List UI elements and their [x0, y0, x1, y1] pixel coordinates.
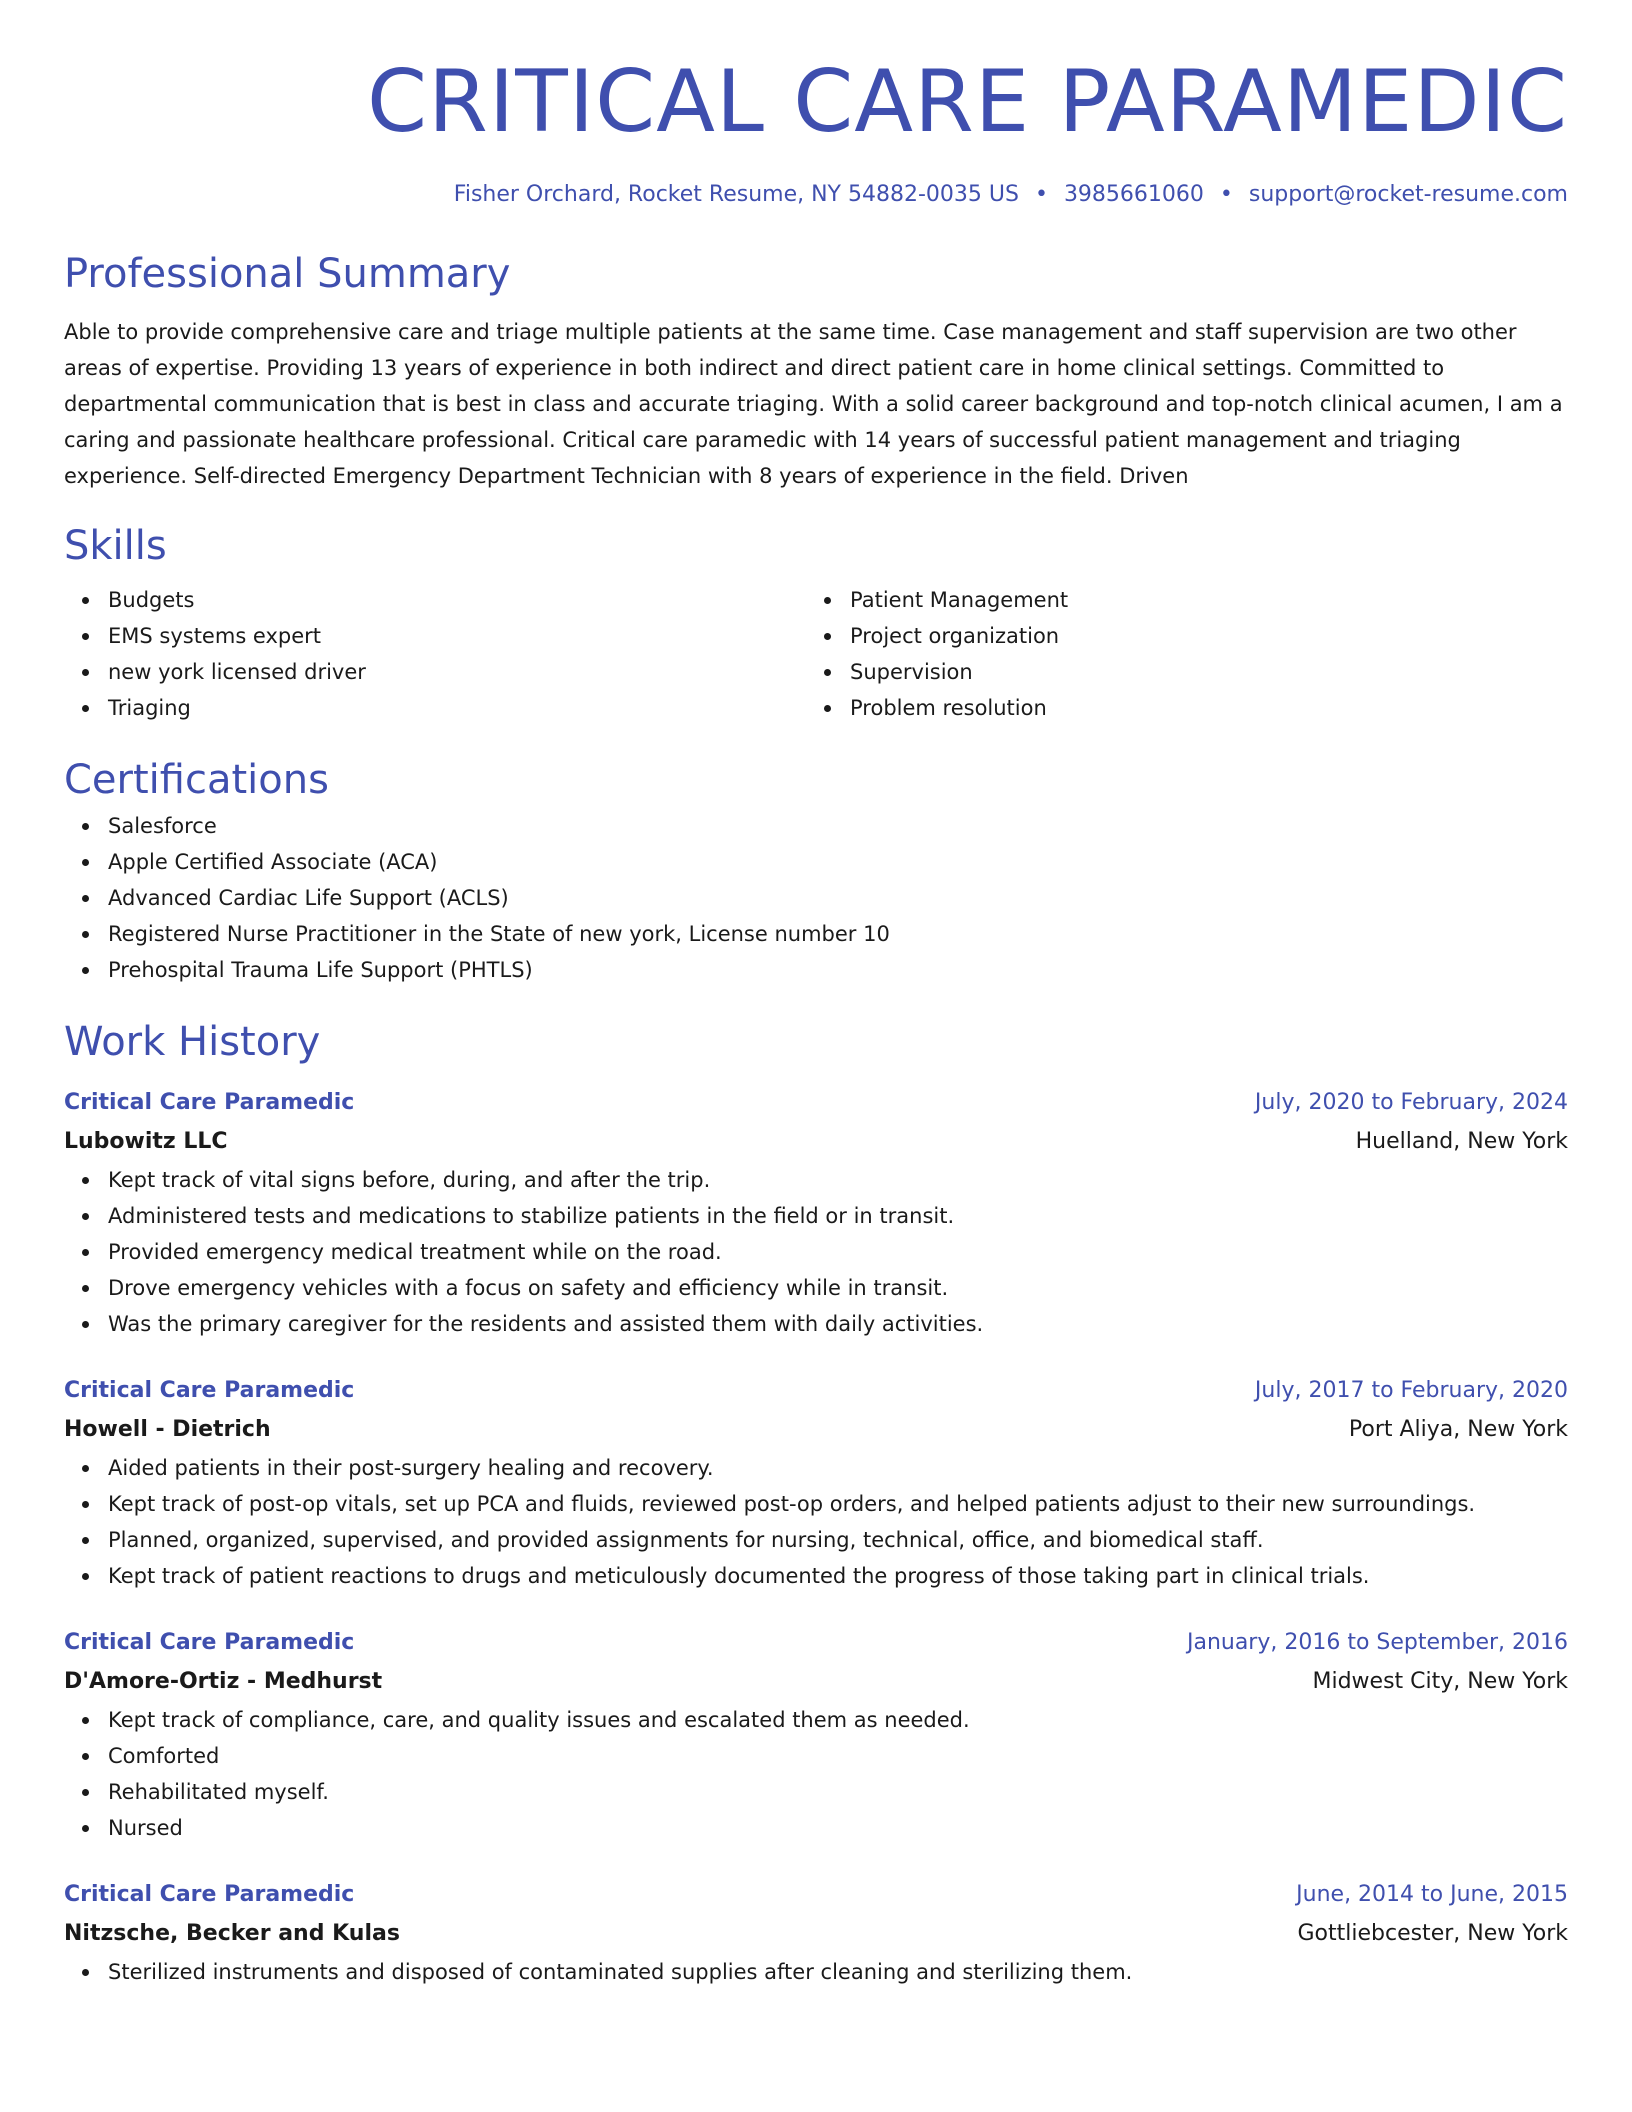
job-duty: Administered tests and medications to stabilize patients in the field or in transit. [108, 1198, 1568, 1234]
job-duty: Drove emergency vehicles with a focus on safety and efficiency while in transit. [108, 1270, 1568, 1306]
certification-item: Apple Certified Associate (ACA) [108, 844, 1568, 880]
job-title-row [64, 1624, 1568, 1662]
job-duty: Nursed [108, 1810, 1568, 1846]
job-location: Huelland, New York [1355, 1129, 1568, 1154]
job-company: D'Amore-Ortiz - Medhurst [64, 1669, 383, 1694]
job-title-row [64, 1084, 1568, 1122]
certifications-heading: Certifications [64, 757, 329, 803]
skills-column-left [64, 582, 806, 726]
skill-item: new york licensed driver [108, 654, 806, 690]
skill-item: Patient Management [850, 582, 1548, 618]
certification-item: Registered Nurse Practitioner in the State of new york, License number 10 [108, 916, 1568, 952]
skill-item: Problem resolution [850, 690, 1548, 726]
summary-heading: Professional Summary [64, 251, 511, 297]
job-duties-list [64, 1954, 1568, 1990]
job-duties-list [64, 1702, 1568, 1846]
skills-heading: Skills [64, 523, 167, 569]
job-company-row [64, 1914, 1568, 1954]
skills-grid [64, 582, 1568, 726]
job-duty: Provided emergency medical treatment while on the road. [108, 1234, 1568, 1270]
skill-item: Triaging [108, 690, 806, 726]
skills-column-right [806, 582, 1548, 726]
job-duty: Comforted [108, 1738, 1568, 1774]
job-company-row [64, 1122, 1568, 1162]
page-title: CRITICAL CARE PARAMEDIC [367, 52, 1568, 152]
job-company-row [64, 1410, 1568, 1450]
contact-phone: 3985661060 [1063, 182, 1204, 207]
skills-list-right [806, 582, 1548, 726]
job-company: Nitzsche, Becker and Kulas [64, 1921, 400, 1946]
job-duty: Kept track of post-op vitals, set up PCA and fluids, reviewed post-op orders, and helped patients adjust to their new surroundings. [108, 1486, 1568, 1522]
skill-item: Project organization [850, 618, 1548, 654]
skill-item: Supervision [850, 654, 1548, 690]
job-duty: Planned, organized, supervised, and provided assignments for nursing, technical, office, and biomedical staff. [108, 1522, 1568, 1558]
job-dates: June, 2014 to June, 2015 [1296, 1882, 1568, 1907]
job-entry [64, 1372, 1568, 1594]
work-history-heading: Work History [64, 1019, 321, 1065]
job-dates: January, 2016 to September, 2016 [1186, 1630, 1568, 1655]
job-duty: Kept track of vital signs before, during, and after the trip. [108, 1162, 1568, 1198]
job-dates: July, 2020 to February, 2024 [1254, 1090, 1568, 1115]
certification-item: Advanced Cardiac Life Support (ACLS) [108, 880, 1568, 916]
job-duty: Kept track of compliance, care, and quality issues and escalated them as needed. [108, 1702, 1568, 1738]
skills-list-left [64, 582, 806, 726]
summary-text: Able to provide comprehensive care and triage multiple patients at the same time. Case management and staff supervision are two other areas of expertise. Providing 13 years of experience in both indirect and direct patient care in home clinical settings. Committed to departmental communication that is best in class and accurate triaging. With a solid career background and top-notch clinical acumen, I am a caring and passionate healthcare professional. Critical care paramedic with 14 years of successful patient management and triaging experience. Self-directed Emergency Department Technician with 8 years of experience in the field. Driven [64, 320, 1563, 488]
job-duty: Was the primary caregiver for the residents and assisted them with daily activities. [108, 1306, 1568, 1342]
job-location: Gottliebcester, New York [1297, 1921, 1568, 1946]
separator-dot: • [1219, 182, 1233, 207]
job-duty: Aided patients in their post-surgery healing and recovery. [108, 1450, 1568, 1486]
job-entry [64, 1084, 1568, 1342]
job-company: Lubowitz LLC [64, 1129, 228, 1154]
job-duties-list [64, 1162, 1568, 1342]
job-title: Critical Care Paramedic [64, 1882, 355, 1907]
job-dates: July, 2017 to February, 2020 [1254, 1378, 1568, 1403]
certification-item: Salesforce [108, 808, 1568, 844]
job-company-row [64, 1662, 1568, 1702]
skill-item: Budgets [108, 582, 806, 618]
contact-email: support@rocket-resume.com [1248, 182, 1568, 207]
job-entry [64, 1624, 1568, 1846]
job-title: Critical Care Paramedic [64, 1090, 355, 1115]
job-company: Howell - Dietrich [64, 1417, 271, 1442]
certification-item: Prehospital Trauma Life Support (PHTLS) [108, 952, 1568, 988]
job-title: Critical Care Paramedic [64, 1378, 355, 1403]
contact-address: Fisher Orchard, Rocket Resume, NY 54882-0035 US [453, 182, 1019, 207]
certifications-list [64, 808, 1568, 988]
job-duty: Sterilized instruments and disposed of contaminated supplies after cleaning and sterilizing them. [108, 1954, 1568, 1990]
separator-dot: • [1034, 182, 1048, 207]
job-location: Midwest City, New York [1312, 1669, 1568, 1694]
job-duties-list [64, 1450, 1568, 1594]
job-duty: Kept track of patient reactions to drugs and meticulously documented the progress of those taking part in clinical trials. [108, 1558, 1568, 1594]
job-location: Port Aliya, New York [1348, 1417, 1568, 1442]
job-title-row [64, 1876, 1568, 1914]
job-duty: Rehabilitated myself. [108, 1774, 1568, 1810]
job-entry [64, 1876, 1568, 1990]
job-title-row [64, 1372, 1568, 1410]
skill-item: EMS systems expert [108, 618, 806, 654]
contact-line [64, 180, 1568, 210]
job-title: Critical Care Paramedic [64, 1630, 355, 1655]
